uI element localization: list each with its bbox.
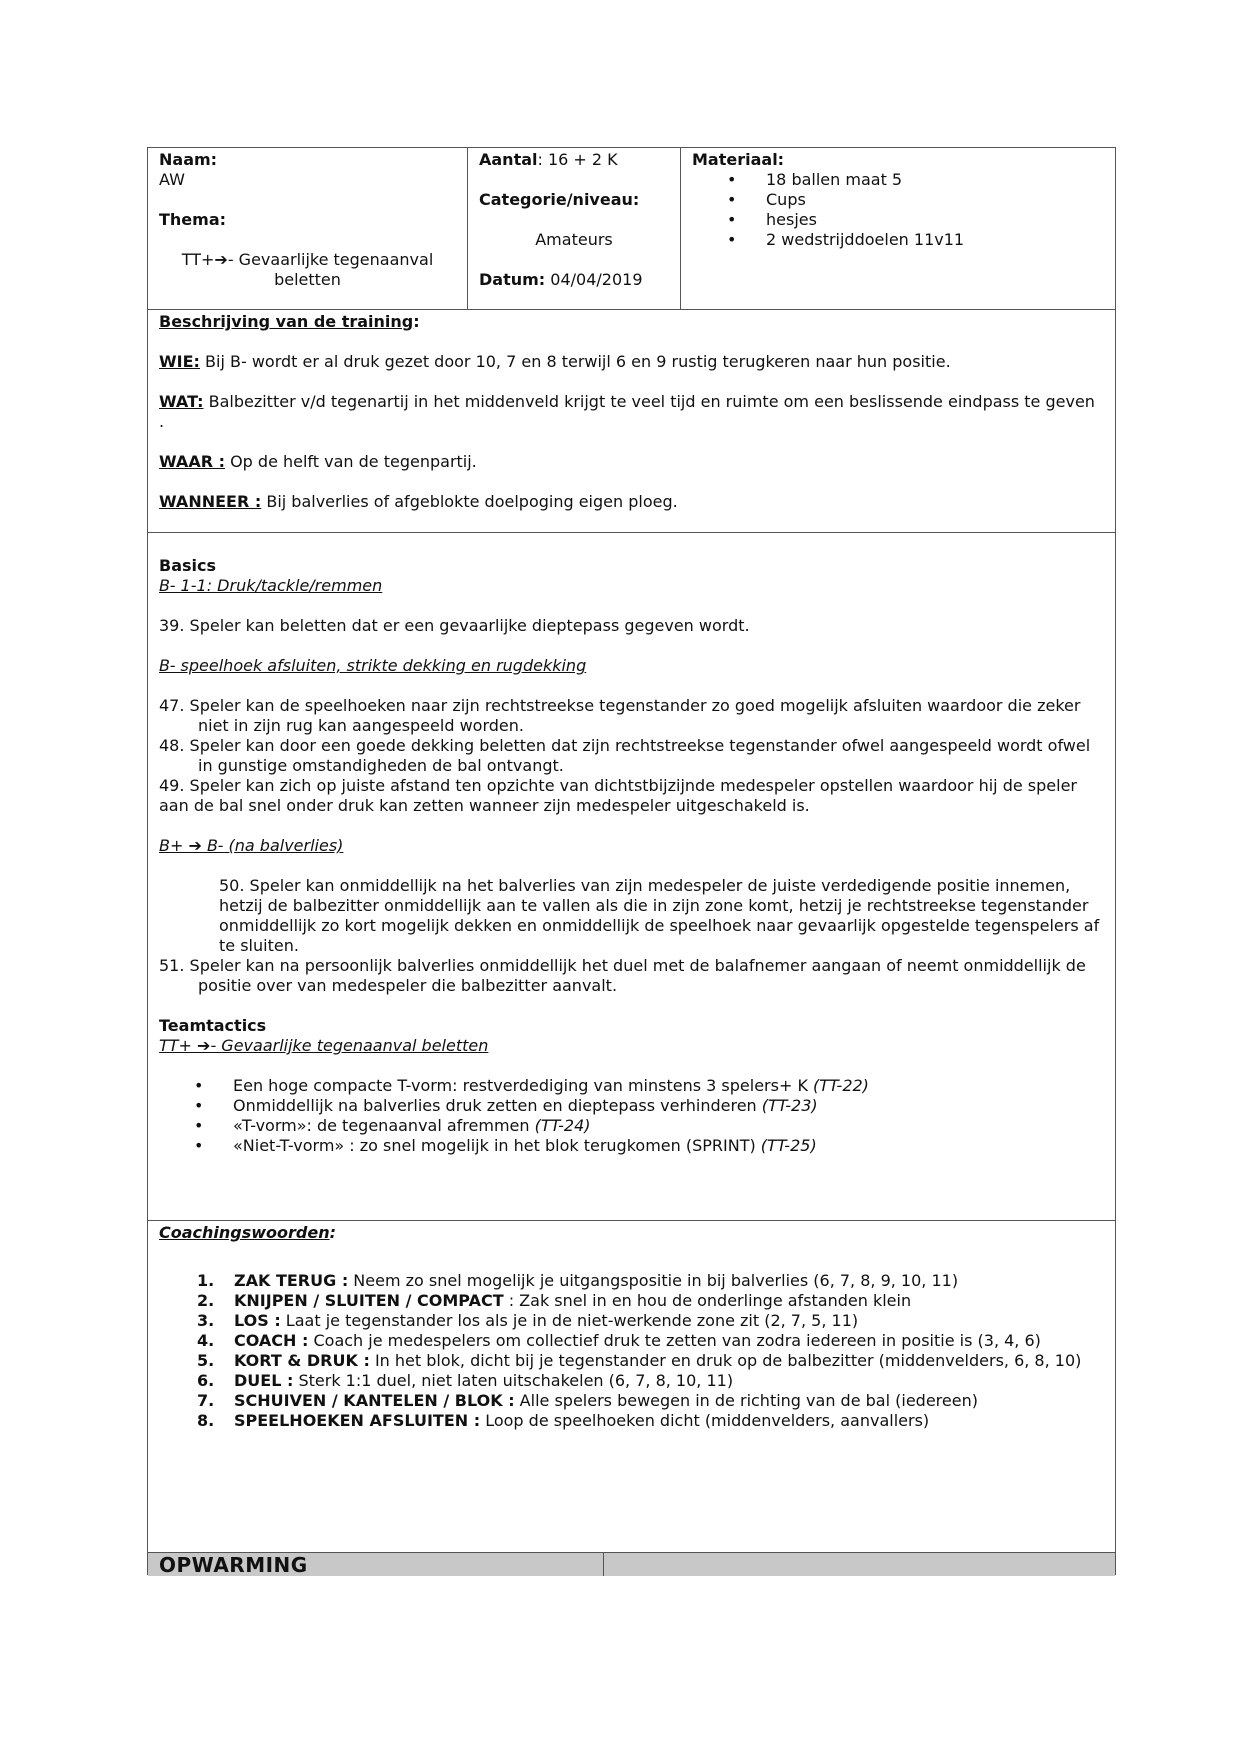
coaching-item-text: Sterk 1:1 duel, niet laten uitschakelen (6, 7, 8, 10, 11) [293, 1371, 734, 1390]
beschrijving-cell [148, 310, 1115, 532]
basics-item-39: 39. Speler kan beletten dat er een gevaarlijke dieptepass gegeven wordt. [159, 616, 750, 635]
coaching-item-key: KORT & DRUK : [234, 1351, 370, 1370]
teamtactics-item [194, 1116, 1104, 1136]
coaching-colon: : [329, 1223, 337, 1242]
basics-item-51: 51. Speler kan na persoonlijk balverlies onmiddellijk het duel met de balafnemer aangaan of neemt onmiddellijk de positie over van medespeler die balbezitter aanvalt. [159, 956, 1086, 995]
coaching-item-key: DUEL : [234, 1371, 294, 1390]
teamtactics-item-text: Onmiddellijk na balverlies druk zetten en dieptepass verhinderen [233, 1096, 762, 1115]
teamtactics-item-text: «T-vorm»: de tegenaanval afremmen [233, 1116, 535, 1135]
coaching-item [197, 1371, 1104, 1391]
coaching-list [197, 1271, 1104, 1431]
coaching-item-num: 2. [197, 1291, 215, 1310]
coaching-row [148, 1221, 1115, 1552]
waar-text: Op de helft van de tegenpartij. [224, 452, 477, 471]
datum-label: Datum: [479, 270, 546, 289]
training-sheet [147, 147, 1116, 1575]
categorie-label: Categorie/niveau: [479, 190, 640, 209]
coaching-item [197, 1331, 1104, 1351]
materiaal-label: Materiaal: [692, 150, 785, 169]
materiaal-item: • 2 wedstrijddoelen 11v11 [727, 230, 1104, 250]
coaching-item-key: KNIJPEN / SLUITEN / COMPACT [234, 1291, 504, 1310]
coaching-item [197, 1291, 1104, 1311]
teamtactics-item-text: «Niet-T-vorm» : zo snel mogelijk in het blok terugkomen (SPRINT) [233, 1136, 761, 1155]
beschrijving-colon: : [413, 312, 420, 331]
materiaal-list [727, 170, 1104, 250]
coaching-item-key: COACH : [234, 1331, 309, 1350]
naam-label: Naam: [159, 150, 218, 169]
aantal-label: Aantal [479, 150, 538, 169]
basics-item-49: 49. Speler kan zich op juiste afstand ten opzichte van dichtstbijzijnde medespeler opstellen waardoor hij de speler aan de bal snel onder druk kan zetten wanneer zijn medespeler uitgeschakeld is. [159, 776, 1077, 815]
coaching-item [197, 1271, 1104, 1291]
wanneer-label: WANNEER : [159, 492, 262, 511]
materiaal-item: • Cups [727, 190, 1104, 210]
teamtactics-item-text: Een hoge compacte T-vorm: restverdediging van minstens 3 spelers+ K [233, 1076, 814, 1095]
basics-sub3: B+ ➔ B- (na balverlies) [159, 836, 344, 855]
coaching-item-text: Coach je medespelers om collectief druk te zetten van zodra iedereen in positie is (3, 4, 6) [308, 1331, 1041, 1350]
teamtactics-item [194, 1076, 1104, 1096]
teamtactics-item-ref: (TT-22) [813, 1076, 869, 1095]
aantal-value: : 16 + 2 K [537, 150, 618, 169]
materiaal-item: • hesjes [727, 210, 1104, 230]
coaching-item-num: 6. [197, 1371, 215, 1390]
thema-label: Thema: [159, 210, 227, 229]
coaching-item-key: SPEELHOEKEN AFSLUITEN : [234, 1411, 481, 1430]
coaching-cell [148, 1221, 1115, 1552]
coaching-item-text: Loop de speelhoeken dicht (middenvelders, aanvallers) [480, 1411, 930, 1430]
coaching-item [197, 1311, 1104, 1331]
coaching-item [197, 1391, 1104, 1411]
coaching-item-key: ZAK TERUG : [234, 1271, 349, 1290]
beschrijving-title: Beschrijving van de training [159, 312, 414, 331]
teamtactics-item [194, 1096, 1104, 1116]
naam-value: AW [159, 170, 185, 189]
header-row [148, 148, 1115, 310]
teamtactics-sub: TT+ ➔- Gevaarlijke tegenaanval beletten [159, 1036, 489, 1055]
teamtactics-title: Teamtactics [159, 1016, 267, 1035]
basics-sub2: B- speelhoek afsluiten, strikte dekking en rugdekking [159, 656, 587, 675]
beschrijving-row [148, 310, 1115, 533]
materiaal-item: • 18 ballen maat 5 [727, 170, 1104, 190]
coaching-item-num: 8. [197, 1411, 215, 1430]
coaching-item-text: Alle spelers bewegen in de richting van de bal (iedereen) [514, 1391, 978, 1410]
basics-row [148, 533, 1115, 1221]
coaching-item-key: LOS : [234, 1311, 281, 1330]
wie-text: Bij B- wordt er al druk gezet door 10, 7 en 8 terwijl 6 en 9 rustig terugkeren naar hun positie. [199, 352, 951, 371]
wat-label: WAT: [159, 392, 204, 411]
basics-item-48: 48. Speler kan door een goede dekking beletten dat zijn rechtstreekse tegenstander ofwel aangespeeld wordt ofwel in gunstige omstandigheden de bal ontvangt. [159, 736, 1091, 775]
waar-label: WAAR : [159, 452, 225, 471]
coaching-item-text: : Zak snel in en hou de onderlinge afstanden klein [503, 1291, 912, 1310]
basics-title: Basics [159, 556, 217, 575]
opwarming-row [148, 1552, 1115, 1576]
naam-thema-cell [148, 148, 467, 309]
coaching-title: Coachingswoorden [159, 1223, 330, 1242]
basics-item-47: 47. Speler kan de speelhoeken naar zijn rechtstreekse tegenstander zo goed mogelijk afsluiten waardoor die zeker niet in zijn rug kan aangespeeld worden. [159, 696, 1081, 735]
datum-value: 04/04/2019 [545, 270, 643, 289]
basics-item-50: 50. Speler kan onmiddellijk na het balverlies van zijn medespeler de juiste verdedigende positie innemen, hetzij de balbezitter onmiddellijk aan te vallen als die in zijn zone komt, hetzij je rechtstreekse tegenstander onmiddellijk zo kort mogelijk dekken en onmiddellijk de speelhoek naar gevaarlijk opgestelde tegenspelers af te sluiten. [219, 876, 1100, 955]
categorie-value: Amateurs [535, 230, 613, 249]
coaching-item-text: Neem zo snel mogelijk je uitgangspositie in bij balverlies (6, 7, 8, 9, 10, 11) [348, 1271, 959, 1290]
aantal-cell [467, 148, 680, 309]
teamtactics-item-ref: (TT-25) [760, 1136, 817, 1155]
coaching-item-text: Laat je tegenstander los als je in de niet-werkende zone zit (2, 7, 5, 11) [280, 1311, 859, 1330]
teamtactics-item-ref: (TT-24) [534, 1116, 591, 1135]
basics-cell [148, 533, 1115, 1220]
opwarming-right-cell [603, 1553, 1115, 1576]
wie-label: WIE: [159, 352, 200, 371]
wat-text: Balbezitter v/d tegenartij in het middenveld krijgt te veel tijd en ruimte om een beslissende eindpass te geven . [159, 392, 1095, 431]
coaching-item [197, 1411, 1104, 1431]
teamtactics-item-ref: (TT-23) [761, 1096, 818, 1115]
wanneer-text: Bij balverlies of afgeblokte doelpoging eigen ploeg. [261, 492, 678, 511]
teamtactics-list [194, 1076, 1104, 1156]
basics-sub1: B- 1-1: Druk/tackle/remmen [159, 576, 383, 595]
thema-value: TT+➔- Gevaarlijke tegenaanval beletten [181, 250, 434, 289]
coaching-item [197, 1351, 1104, 1371]
coaching-item-num: 1. [197, 1271, 215, 1290]
coaching-item-num: 5. [197, 1351, 215, 1370]
coaching-item-text: In het blok, dicht bij je tegenstander en druk op de balbezitter (middenvelders, 6, 8, 10) [369, 1351, 1082, 1370]
coaching-item-num: 4. [197, 1331, 215, 1350]
materiaal-cell [680, 148, 1115, 309]
coaching-item-num: 7. [197, 1391, 215, 1410]
opwarming-label: OPWARMING [159, 1553, 308, 1577]
coaching-item-key: SCHUIVEN / KANTELEN / BLOK : [234, 1391, 515, 1410]
teamtactics-item [194, 1136, 1104, 1156]
coaching-item-num: 3. [197, 1311, 215, 1330]
